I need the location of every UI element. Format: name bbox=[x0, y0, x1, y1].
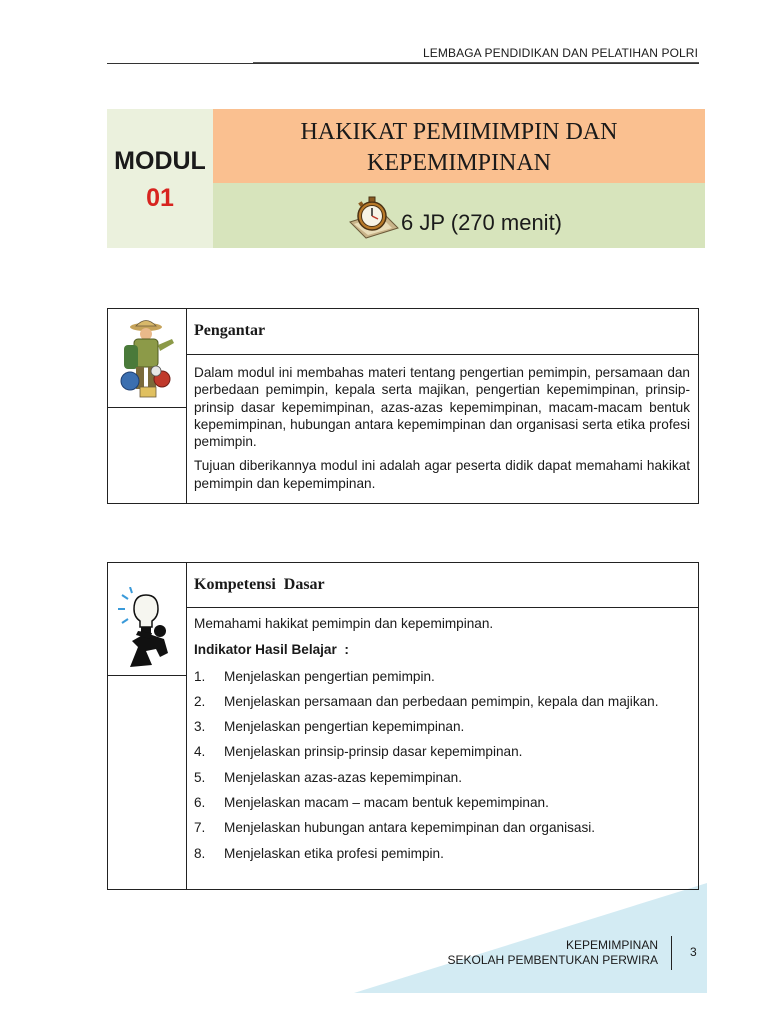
intro-heading bbox=[186, 309, 698, 355]
stopwatch-icon bbox=[348, 192, 400, 240]
indicator-list bbox=[194, 668, 690, 862]
indicator-number: 2. bbox=[194, 693, 206, 709]
module-title-line1: HAKIKAT PEMIMIMPIN DAN bbox=[300, 119, 618, 145]
indicator-item bbox=[194, 668, 690, 685]
module-label-panel bbox=[107, 109, 213, 248]
intro-body bbox=[186, 364, 698, 492]
indicator-item bbox=[194, 718, 690, 735]
footer-subject: KEPEMIMPINAN bbox=[565, 938, 658, 952]
module-title bbox=[213, 109, 705, 183]
indicator-number: 5. bbox=[194, 769, 206, 785]
indicator-item bbox=[194, 693, 690, 710]
module-duration: 6 JP (270 menit) bbox=[401, 210, 563, 235]
intro-paragraph-2: Tujuan diberikannya modul ini adalah agar peserta didik dapat memahami hakikat pemimpin dan kepemimpinan. bbox=[194, 458, 690, 491]
competency-basic: Memahami hakikat pemimpin dan kepemimpinan. bbox=[194, 616, 494, 631]
module-title-line2: KEPEMIMPINAN bbox=[366, 150, 551, 176]
header-rule bbox=[107, 63, 699, 64]
indicator-number: 4. bbox=[194, 744, 206, 760]
competency-icon-cell bbox=[108, 563, 186, 676]
indicator-item bbox=[194, 794, 690, 811]
module-duration-panel bbox=[213, 183, 705, 248]
competency-body bbox=[186, 615, 698, 870]
footer-divider bbox=[671, 936, 672, 970]
intro-heading-text: Pengantar bbox=[194, 322, 266, 339]
intro-paragraph-1: Dalam modul ini membahas materi tentang pengertian pemimpin, persamaan dan perbedaan pemimpin, kepala serta majikan, pengertian kepemimpinan, prinsip-prinsip dasar kepemimpinan, azas-azas kepemimpinan, macam-macam bentuk kepemimpinan, hubungan antara kepemimpinan dan organisasi serta etika profesi pemimpin. bbox=[194, 365, 690, 450]
lightbulb-figure-icon bbox=[116, 587, 180, 667]
header-rule-accent bbox=[253, 62, 699, 63]
explorer-figure-icon bbox=[116, 315, 176, 401]
footer-school: SEKOLAH PEMBENTUKAN PERWIRA bbox=[447, 953, 658, 967]
competency-heading bbox=[186, 563, 698, 608]
indicator-text: Menjelaskan persamaan dan perbedaan pemimpin, kepala dan majikan. bbox=[224, 693, 659, 709]
header-institution: LEMBAGA PENDIDIKAN DAN PELATIHAN POLRI bbox=[423, 46, 698, 60]
indicator-number: 3. bbox=[194, 719, 206, 735]
competency-heading-text: Kompetensi Dasar bbox=[194, 576, 325, 593]
indicator-label: Indikator Hasil Belajar : bbox=[194, 642, 349, 658]
module-banner bbox=[107, 109, 705, 248]
indicator-number: 1. bbox=[194, 668, 206, 684]
indicator-number: 6. bbox=[194, 795, 206, 811]
indicator-text: Menjelaskan hubungan antara kepemimpinan dan organisasi. bbox=[224, 820, 596, 836]
indicator-number: 8. bbox=[194, 845, 206, 861]
indicator-text: Menjelaskan prinsip-prinsip dasar kepemimpinan. bbox=[224, 744, 523, 760]
indicator-item bbox=[194, 845, 690, 862]
footer-title bbox=[448, 938, 659, 968]
indicator-item bbox=[194, 769, 690, 786]
indicator-text: Menjelaskan macam – macam bentuk kepemimpinan. bbox=[224, 795, 549, 811]
indicator-item bbox=[194, 743, 690, 760]
module-label: MODUL bbox=[114, 147, 206, 175]
page-number: 3 bbox=[690, 945, 697, 959]
indicator-item bbox=[194, 819, 690, 836]
intro-icon-cell bbox=[108, 309, 186, 408]
indicator-text: Menjelaskan pengertian kepemimpinan. bbox=[224, 719, 465, 735]
intro-card bbox=[107, 308, 699, 504]
indicator-text: Menjelaskan etika profesi pemimpin. bbox=[224, 845, 444, 861]
indicator-text: Menjelaskan pengertian pemimpin. bbox=[224, 668, 435, 684]
module-number: 01 bbox=[146, 184, 174, 212]
indicator-text: Menjelaskan azas-azas kepemimpinan. bbox=[224, 769, 463, 785]
competency-card bbox=[107, 562, 699, 890]
indicator-number: 7. bbox=[194, 820, 206, 836]
